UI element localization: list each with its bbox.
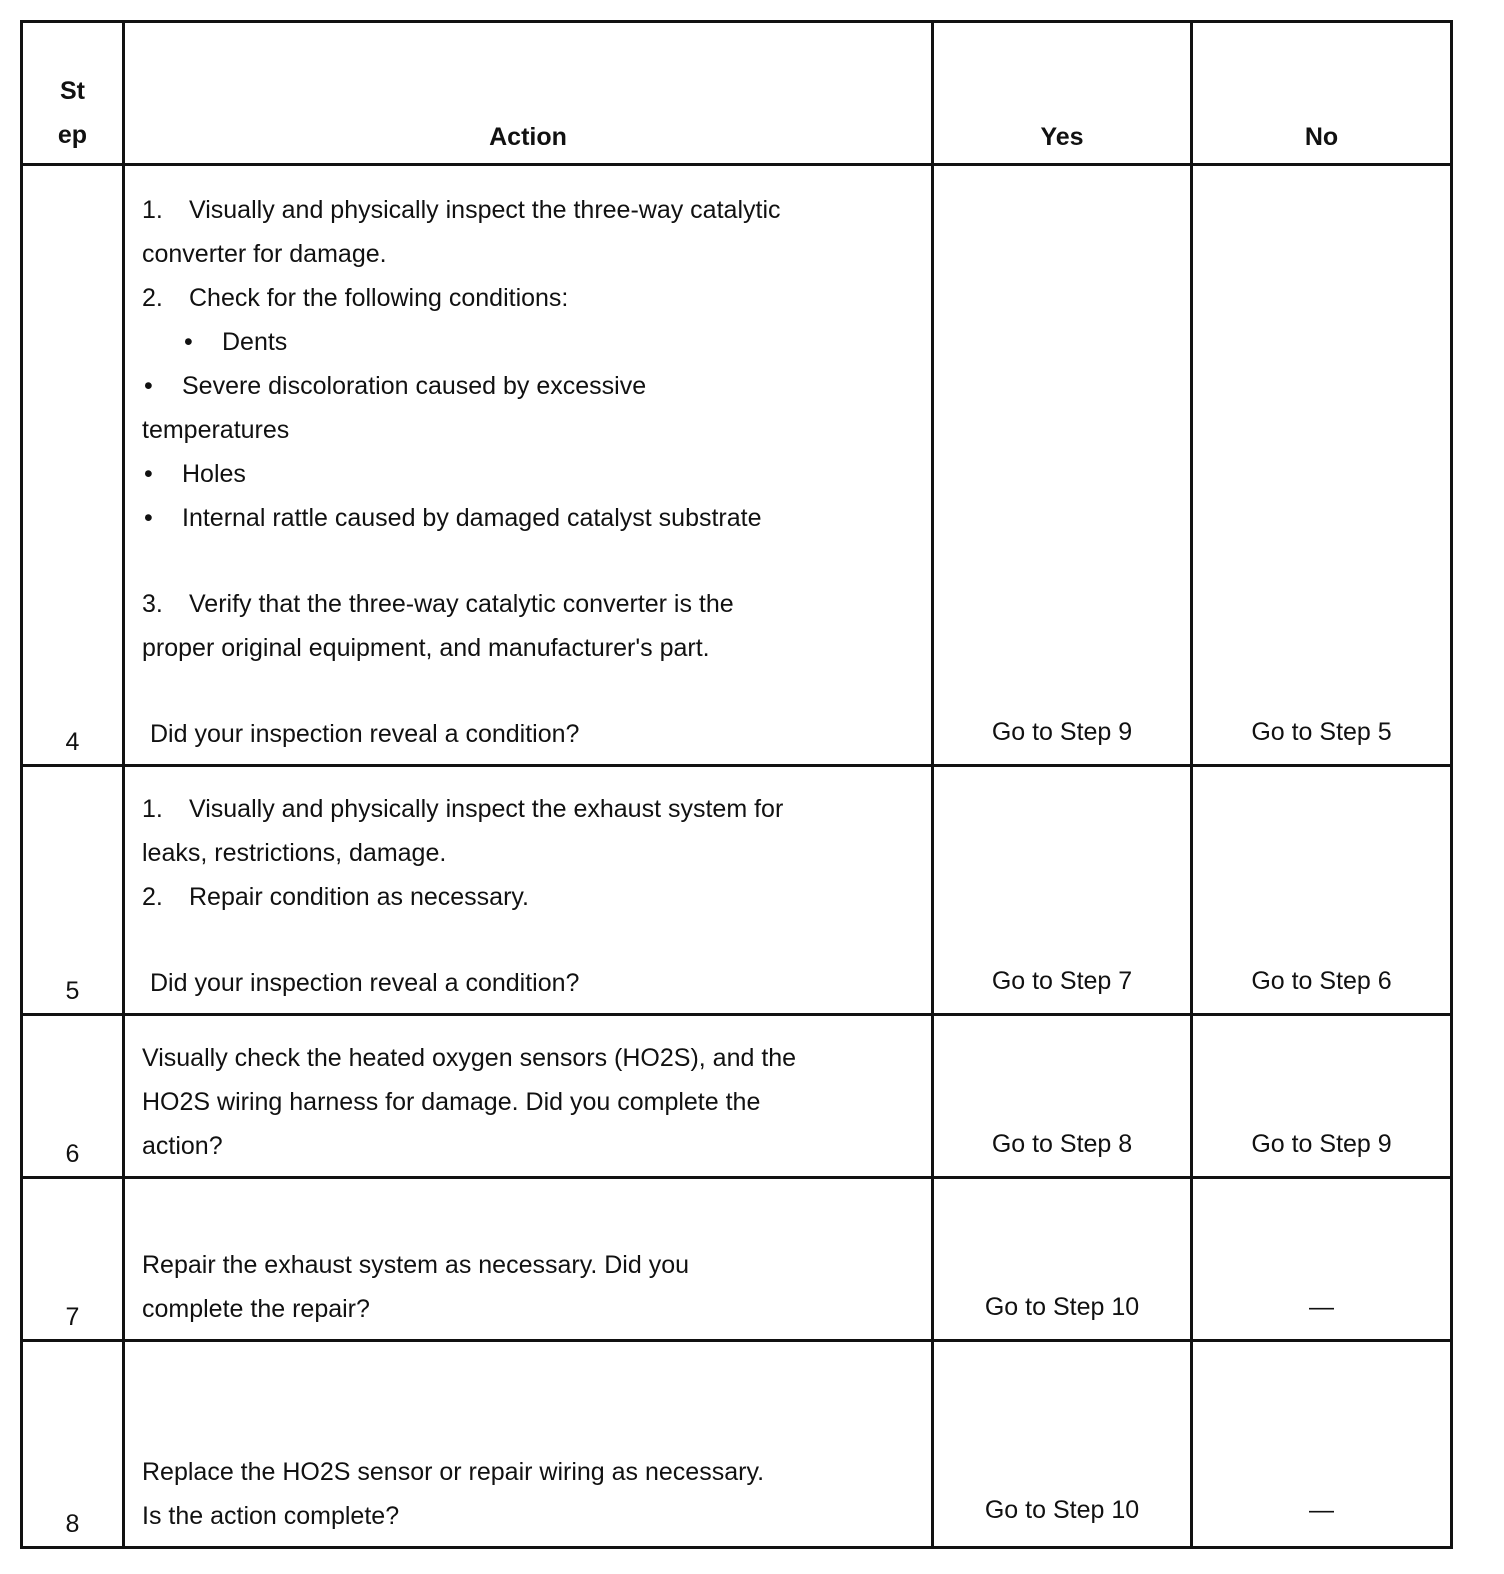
list-item: 1. Visually and physically inspect the three-way catalytic — [142, 196, 781, 224]
list-item-continuation: converter for damage. — [142, 240, 387, 268]
action-cell — [124, 1178, 933, 1341]
bullet-item: • Severe discoloration caused by excessive — [142, 364, 919, 408]
action-text-line: complete the repair? — [142, 1295, 370, 1323]
header-row — [22, 22, 1452, 165]
step-number: 4 — [22, 165, 124, 766]
action-text-line: Visually check the heated oxygen sensors (HO2S), and the — [142, 1044, 797, 1072]
action-cell — [124, 766, 933, 1015]
header-yes: Yes — [933, 22, 1192, 165]
yes-result: Go to Step 7 — [933, 766, 1192, 1015]
list-item: 3. Verify that the three-way catalytic converter is the — [142, 590, 734, 618]
yes-result: Go to Step 9 — [933, 165, 1192, 766]
action-text-line: Is the action complete? — [142, 1502, 400, 1530]
header-no: No — [1192, 22, 1452, 165]
action-text-line: HO2S wiring harness for damage. Did you complete the — [142, 1088, 761, 1116]
bullet-icon: • — [184, 328, 193, 356]
question-text: Did your inspection reveal a condition? — [150, 969, 580, 997]
table-row-step-4 — [22, 165, 1452, 766]
list-item: 1. Visually and physically inspect the exhaust system for — [142, 795, 784, 823]
header-step-line2: ep — [57, 121, 88, 149]
list-item-continuation: proper original equipment, and manufacturer's part. — [142, 634, 710, 662]
action-text-line: Repair the exhaust system as necessary. Did you — [142, 1251, 690, 1279]
header-step-line1: St — [60, 77, 85, 105]
yes-result: Go to Step 8 — [933, 1015, 1192, 1178]
table-row-step-7 — [22, 1178, 1452, 1341]
bullet-icon: • — [144, 460, 153, 488]
question-text: Did your inspection reveal a condition? — [150, 720, 580, 748]
header-step — [22, 22, 124, 165]
action-text-line: Replace the HO2S sensor or repair wiring as necessary. — [142, 1458, 765, 1486]
bullet-item: • Holes — [142, 452, 919, 496]
action-text-line: action? — [142, 1132, 223, 1160]
no-result: — — [1192, 1178, 1452, 1341]
action-cell — [124, 1015, 933, 1178]
no-result: — — [1192, 1341, 1452, 1548]
list-item-continuation: leaks, restrictions, damage. — [142, 839, 447, 867]
list-item: 2. Repair condition as necessary. — [142, 883, 529, 911]
yes-result: Go to Step 10 — [933, 1178, 1192, 1341]
no-result: Go to Step 6 — [1192, 766, 1452, 1015]
action-cell — [124, 165, 933, 766]
bullet-icon: • — [144, 372, 153, 400]
bullet-item: • Dents — [142, 320, 919, 364]
bullet-item-continuation: temperatures — [142, 416, 290, 444]
step-number: 5 — [22, 766, 124, 1015]
header-action: Action — [124, 22, 933, 165]
table-row-step-5 — [22, 766, 1452, 1015]
yes-result: Go to Step 10 — [933, 1341, 1192, 1548]
table-row-step-6 — [22, 1015, 1452, 1178]
diagnostic-table — [20, 20, 1453, 1549]
no-result: Go to Step 9 — [1192, 1015, 1452, 1178]
table-row-step-8 — [22, 1341, 1452, 1548]
step-number: 8 — [22, 1341, 124, 1548]
list-item: 2. Check for the following conditions: — [142, 284, 569, 312]
bullet-icon: • — [144, 504, 153, 532]
no-result: Go to Step 5 — [1192, 165, 1452, 766]
step-number: 6 — [22, 1015, 124, 1178]
action-cell — [124, 1341, 933, 1548]
bullet-item: • Internal rattle caused by damaged catalyst substrate — [142, 496, 919, 540]
step-number: 7 — [22, 1178, 124, 1341]
